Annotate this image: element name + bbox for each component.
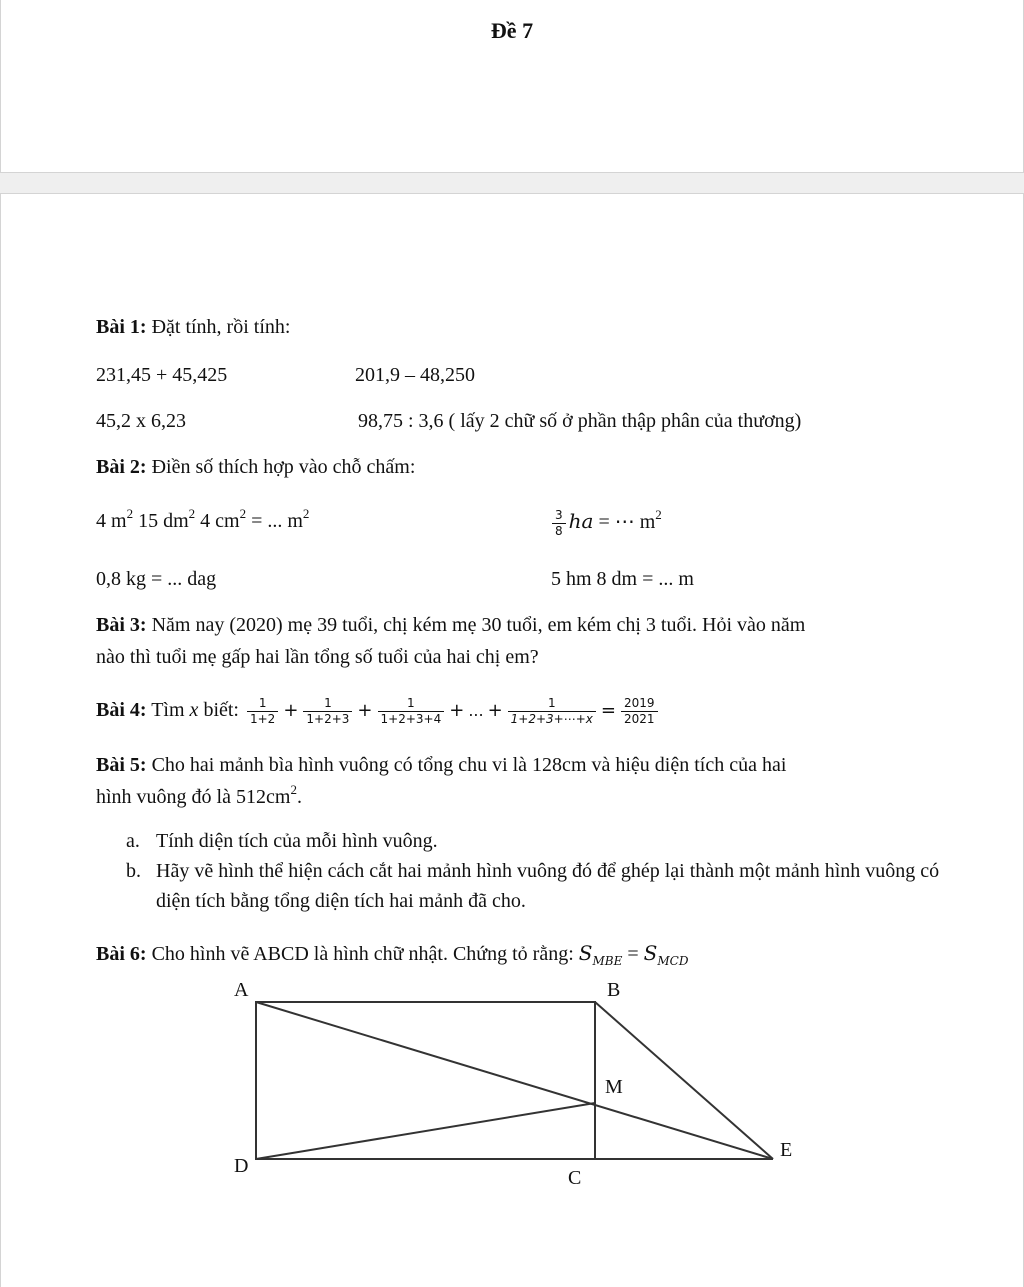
list-text: Tính diện tích của mỗi hình vuông. bbox=[156, 830, 438, 852]
bai4-line bbox=[96, 690, 661, 731]
q1-part: 4 cm bbox=[195, 510, 240, 532]
fraction-numerator: 1 bbox=[258, 695, 267, 710]
list-marker: b. bbox=[126, 860, 141, 882]
bai6-line bbox=[96, 938, 688, 969]
fraction-numerator: 1 bbox=[547, 695, 556, 710]
label-d: D bbox=[234, 1155, 249, 1177]
area-symbol: S bbox=[643, 941, 658, 965]
bai1-text: Đặt tính, rồi tính: bbox=[151, 316, 291, 338]
equals-sign: = bbox=[600, 700, 616, 722]
plus-sign: + bbox=[357, 700, 373, 722]
bai2-q2 bbox=[549, 504, 662, 539]
plus-sign: + bbox=[487, 700, 503, 722]
bai3-line2: nào thì tuổi mẹ gấp hai lần tổng số tuổi của hai chị em? bbox=[96, 646, 539, 668]
fraction bbox=[508, 696, 596, 727]
bai6-label: Bài 6: bbox=[96, 943, 147, 965]
fraction-numerator: 2019 bbox=[624, 695, 655, 710]
list-marker: a. bbox=[126, 830, 140, 852]
bai1-row1-left: 231,45 + 45,425 bbox=[96, 364, 228, 386]
page-2 bbox=[0, 193, 1024, 1287]
list-text: Hãy vẽ hình thể hiện cách cắt hai mảnh hình vuông đó để ghép lại thành một mảnh hình vuông có diện tích bằng tổng diện tích hai mảnh đã cho. bbox=[156, 860, 940, 912]
page-1 bbox=[0, 0, 1024, 173]
area-mcd bbox=[643, 941, 689, 968]
fraction-numerator: 1 bbox=[407, 695, 415, 710]
label-b: B bbox=[607, 979, 621, 1001]
label-e: E bbox=[780, 1139, 793, 1161]
fraction-numerator: 3 bbox=[555, 507, 563, 522]
bai5-label: Bài 5: bbox=[96, 754, 147, 776]
bai2-text: Điền số thích hợp vào chỗ chấm: bbox=[151, 456, 416, 478]
bai3-label: Bài 3: bbox=[96, 614, 147, 636]
fraction bbox=[552, 508, 566, 539]
fraction-denominator: 1+2 bbox=[247, 711, 278, 727]
q1-part: 4 m bbox=[96, 510, 127, 532]
exam-title: Đề 7 bbox=[490, 18, 534, 43]
label-c: C bbox=[568, 1167, 582, 1189]
superscript: 2 bbox=[188, 506, 196, 522]
bai2-heading bbox=[96, 454, 415, 480]
area-symbol: S bbox=[578, 941, 593, 965]
bai6-text: Cho hình vẽ ABCD là hình chữ nhật. Chứng tỏ rằng: bbox=[151, 943, 574, 965]
fraction bbox=[247, 696, 278, 727]
q2-rest: = ⋯ m bbox=[593, 511, 656, 533]
superscript: 2 bbox=[290, 782, 297, 798]
fraction-denominator: 1+2+3+⋯+x bbox=[508, 711, 596, 727]
area-subscript: MBE bbox=[592, 954, 623, 968]
equals-text: = bbox=[622, 943, 644, 965]
superscript: 2 bbox=[302, 506, 310, 522]
fraction bbox=[621, 696, 658, 727]
bai2-q4: 5 hm 8 dm = ... m bbox=[551, 568, 694, 590]
fraction-numerator: 1 bbox=[324, 695, 332, 710]
area-subscript: MCD bbox=[657, 954, 689, 968]
line-dm bbox=[256, 1103, 595, 1159]
label-m: M bbox=[605, 1076, 623, 1098]
ellipsis: ... bbox=[468, 701, 484, 721]
bai2-label: Bài 2: bbox=[96, 456, 147, 478]
bai2-q1 bbox=[96, 508, 309, 534]
bai2-q3: 0,8 kg = ... dag bbox=[96, 568, 217, 590]
list-item bbox=[126, 826, 946, 856]
fraction-denominator: 1+2+3 bbox=[303, 711, 352, 727]
unit-ha: ha bbox=[568, 509, 594, 533]
list-item bbox=[126, 856, 946, 916]
fraction-denominator: 8 bbox=[552, 523, 566, 539]
superscript: 2 bbox=[126, 506, 134, 522]
q1-part: = ... m bbox=[246, 510, 303, 532]
plus-sign: + bbox=[449, 700, 465, 722]
line-ae bbox=[256, 1002, 773, 1159]
fraction-denominator: 2021 bbox=[621, 711, 658, 727]
bai3-text: Năm nay (2020) mẹ 39 tuổi, chị kém mẹ 30 tuổi, em kém chị 3 tuổi. Hỏi vào năm bbox=[151, 614, 806, 636]
plus-sign: + bbox=[283, 700, 299, 722]
bai4-var: x bbox=[189, 699, 199, 721]
bai5-text: hình vuông đó là 512cm bbox=[96, 786, 291, 808]
bai5-text: . bbox=[296, 786, 302, 808]
q1-part: 15 dm bbox=[133, 510, 189, 532]
bai1-heading bbox=[96, 314, 290, 340]
bai1-label: Bài 1: bbox=[96, 316, 147, 338]
label-a: A bbox=[234, 979, 249, 1001]
bai3-line1 bbox=[96, 612, 805, 638]
rectangle-abcd bbox=[256, 1002, 595, 1159]
bai5-text: Cho hai mảnh bìa hình vuông có tổng chu vi là 128cm và hiệu diện tích của hai bbox=[151, 754, 787, 776]
superscript: 2 bbox=[655, 507, 662, 523]
bai1-row2-right: 98,75 : 3,6 ( lấy 2 chữ số ở phần thập phân của thương) bbox=[358, 410, 802, 432]
bai4-text: Tìm bbox=[151, 699, 185, 721]
bai5-line1 bbox=[96, 752, 786, 778]
fraction bbox=[303, 696, 352, 727]
fraction-denominator: 1+2+3+4 bbox=[378, 711, 445, 727]
bai4-text: biết: bbox=[203, 699, 239, 721]
geometry-figure bbox=[1, 976, 1023, 1236]
area-mbe bbox=[578, 941, 623, 968]
bai1-row2-left: 45,2 x 6,23 bbox=[96, 410, 186, 432]
fraction bbox=[378, 696, 445, 727]
bai1-row1-right: 201,9 – 48,250 bbox=[355, 364, 475, 386]
bai4-label: Bài 4: bbox=[96, 699, 147, 721]
bai5-line2 bbox=[96, 784, 302, 810]
superscript: 2 bbox=[239, 506, 247, 522]
